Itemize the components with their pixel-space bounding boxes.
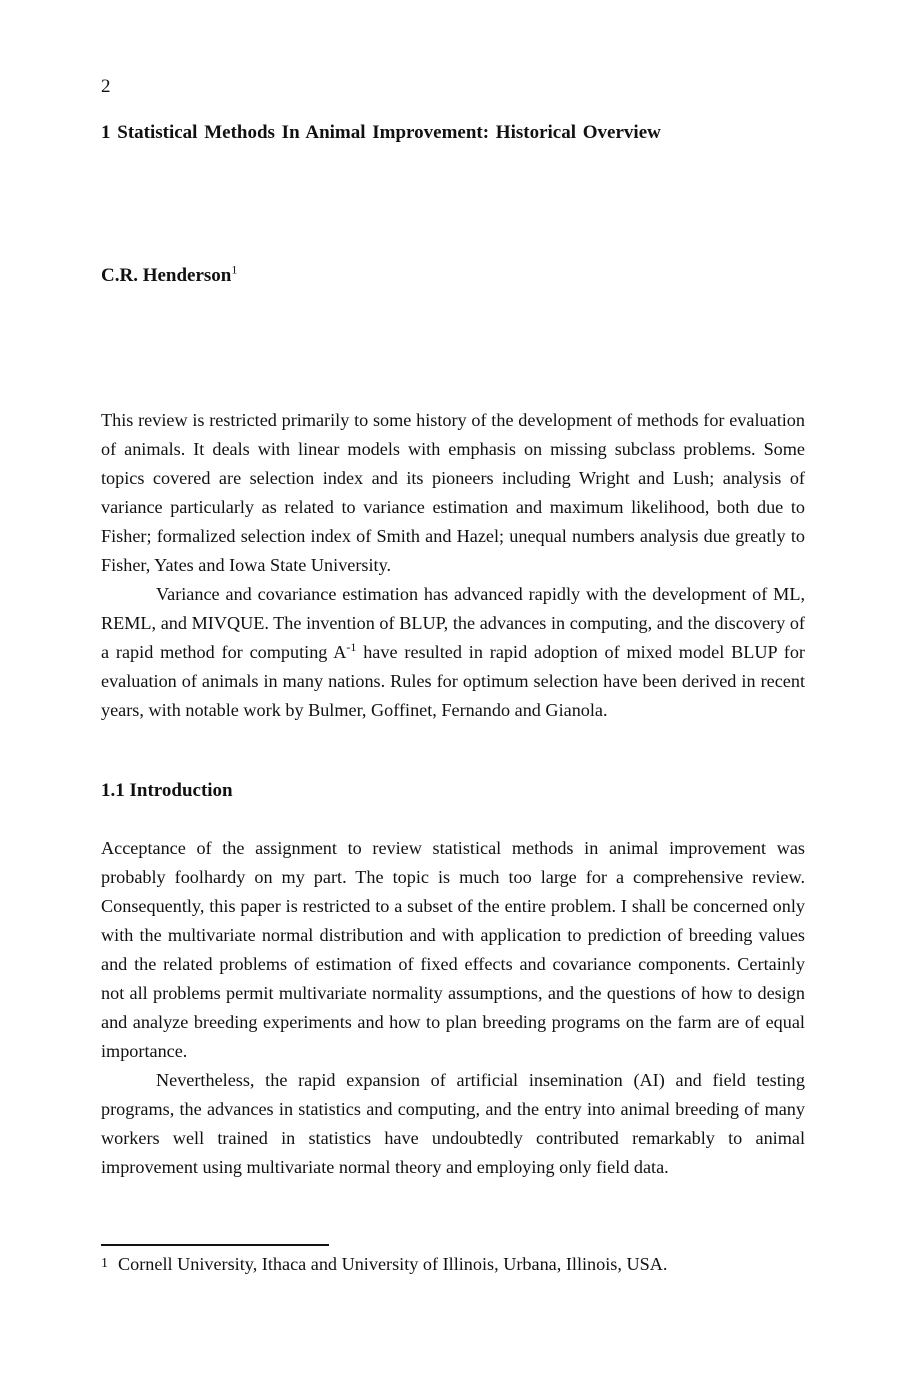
abstract-paragraph-1: This review is restricted primarily to some history of the development of methods for evaluation of animals. It deals with linear models with emphasis on missing subclass problems. Some topics covered are selection index and its pioneers including Wright and Lush; analysis of variance particularly as related to variance estimation and maximum likelihood, both due to Fisher; formalized selection index of Smith and Hazel; unequal numbers analysis due greatly to Fisher, Yates and Iowa State University. bbox=[101, 410, 805, 575]
introduction-body bbox=[101, 834, 805, 1182]
section-heading: 1.1 Introduction bbox=[101, 780, 233, 801]
abstract-paragraph-2 bbox=[101, 580, 805, 725]
chapter-number: 1 bbox=[101, 122, 111, 143]
abstract-paragraph-2-text-a: Variance and covariance estimation has advanced rapidly with the development of ML, REML, and MIVQUE. The invention of BLUP, the advances in computing, and the discovery of a rapid method for computing A bbox=[101, 584, 805, 662]
author-footnote-marker: 1 bbox=[231, 262, 238, 277]
footnote-divider bbox=[101, 1244, 329, 1246]
abstract bbox=[101, 406, 805, 725]
footnote-number: 1 bbox=[101, 1256, 108, 1271]
author-line bbox=[101, 262, 238, 287]
inverse-superscript: -1 bbox=[346, 639, 357, 654]
author-name: C.R. Henderson bbox=[101, 265, 232, 286]
chapter-title-text: Statistical Methods In Animal Improvement: Historical Overview bbox=[117, 122, 661, 143]
introduction-paragraph-1: Acceptance of the assignment to review statistical methods in animal improvement was probably foolhardy on my part. The topic is much too large for a comprehensive review. Consequently, this paper is restricted to a subset of the entire problem. I shall be concerned only with the multivariate normal distribution and with application to prediction of breeding values and the related problems of estimation of fixed effects and covariance components. Certainly not all problems permit multivariate normality assumptions, and the questions of how to design and analyze breeding experiments and how to plan breeding programs on the farm are of equal importance. bbox=[101, 838, 805, 1061]
chapter-title bbox=[101, 122, 661, 144]
page-number: 2 bbox=[101, 76, 111, 97]
introduction-paragraph-2: Nevertheless, the rapid expansion of artificial insemination (AI) and field testing programs, the advances in statistics and computing, and the entry into animal breeding of many workers well trained in statistics have undoubtedly contributed remarkably to animal improvement using multivariate normal theory and employing only field data. bbox=[101, 1070, 805, 1177]
abstract-paragraph-2-text-b: have resulted in rapid adoption of mixed model BLUP for evaluation of animals in many nations. Rules for optimum selection have been derived in recent years, with notable work by Bulmer, Goffinet, Fernando and Gianola. bbox=[101, 642, 805, 720]
footnote bbox=[101, 1254, 667, 1275]
footnote-text: Cornell University, Ithaca and University of Illinois, Urbana, Illinois, USA. bbox=[118, 1254, 668, 1274]
